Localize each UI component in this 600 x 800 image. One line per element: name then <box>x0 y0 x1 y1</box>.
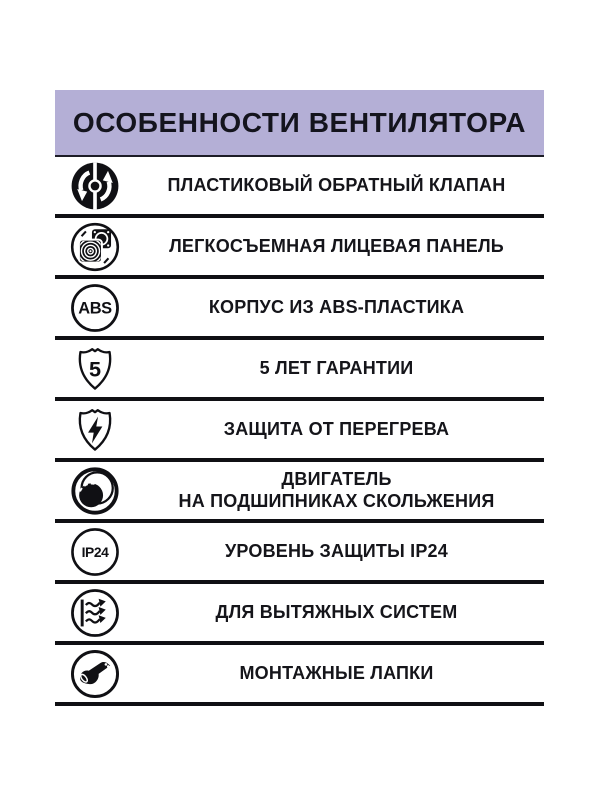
ip24-icon <box>55 526 135 578</box>
feature-label <box>135 297 544 319</box>
sliding-bearing-icon <box>55 465 135 517</box>
feature-text-line2: НА ПОДШИПНИКАХ СКОЛЬЖЕНИЯ <box>178 490 495 511</box>
feature-label <box>135 175 544 197</box>
removable-panel-icon <box>55 221 135 273</box>
feature-row-sliding-bearings <box>55 462 544 523</box>
feature-row-overheat-protection <box>55 401 544 462</box>
feature-row-removable-panel <box>55 218 544 279</box>
mounting-feet-icon <box>55 648 135 700</box>
check-valve-icon <box>55 160 135 212</box>
feature-text-line1: ДВИГАТЕЛЬ <box>281 468 392 489</box>
feature-text: КОРПУС ИЗ ABS-ПЛАСТИКА <box>208 296 465 317</box>
feature-row-check-valve <box>55 157 544 218</box>
feature-row-ip24 <box>55 523 544 584</box>
feature-label <box>135 419 544 441</box>
feature-text: ЗАЩИТА ОТ ПЕРЕГРЕВА <box>223 418 450 439</box>
feature-text: МОНТАЖНЫЕ ЛАПКИ <box>239 662 434 683</box>
feature-label <box>135 236 544 258</box>
abs-plastic-icon <box>55 282 135 334</box>
feature-text: ПЛАСТИКОВЫЙ ОБРАТНЫЙ КЛАПАН <box>167 174 506 195</box>
feature-row-mounting-feet <box>55 645 544 706</box>
warranty-years-text: 5 <box>88 355 102 381</box>
feature-label <box>135 358 544 380</box>
feature-text: ЛЕГКОСЪЕМНАЯ ЛИЦЕВАЯ ПАНЕЛЬ <box>169 235 504 256</box>
feature-label <box>135 602 544 624</box>
feature-row-abs-plastic <box>55 279 544 340</box>
feature-text: 5 ЛЕТ ГАРАНТИИ <box>259 357 414 378</box>
feature-label <box>135 663 544 685</box>
page-title: ОСОБЕННОСТИ ВЕНТИЛЯТОРА <box>72 106 527 138</box>
feature-row-warranty <box>55 340 544 401</box>
feature-label <box>135 469 544 513</box>
overheat-protection-shield-icon <box>55 404 135 456</box>
abs-icon-text: ABS <box>78 299 112 318</box>
exhaust-system-icon <box>55 587 135 639</box>
warranty-shield-icon <box>55 343 135 395</box>
feature-text: ДЛЯ ВЫТЯЖНЫХ СИСТЕМ <box>215 601 458 622</box>
feature-text: УРОВЕНЬ ЗАЩИТЫ IP24 <box>225 540 448 561</box>
content-column <box>55 90 544 706</box>
feature-label <box>135 541 544 563</box>
header-band <box>55 90 544 157</box>
feature-row-exhaust-systems <box>55 584 544 645</box>
ip24-icon-text: IP24 <box>81 543 109 560</box>
